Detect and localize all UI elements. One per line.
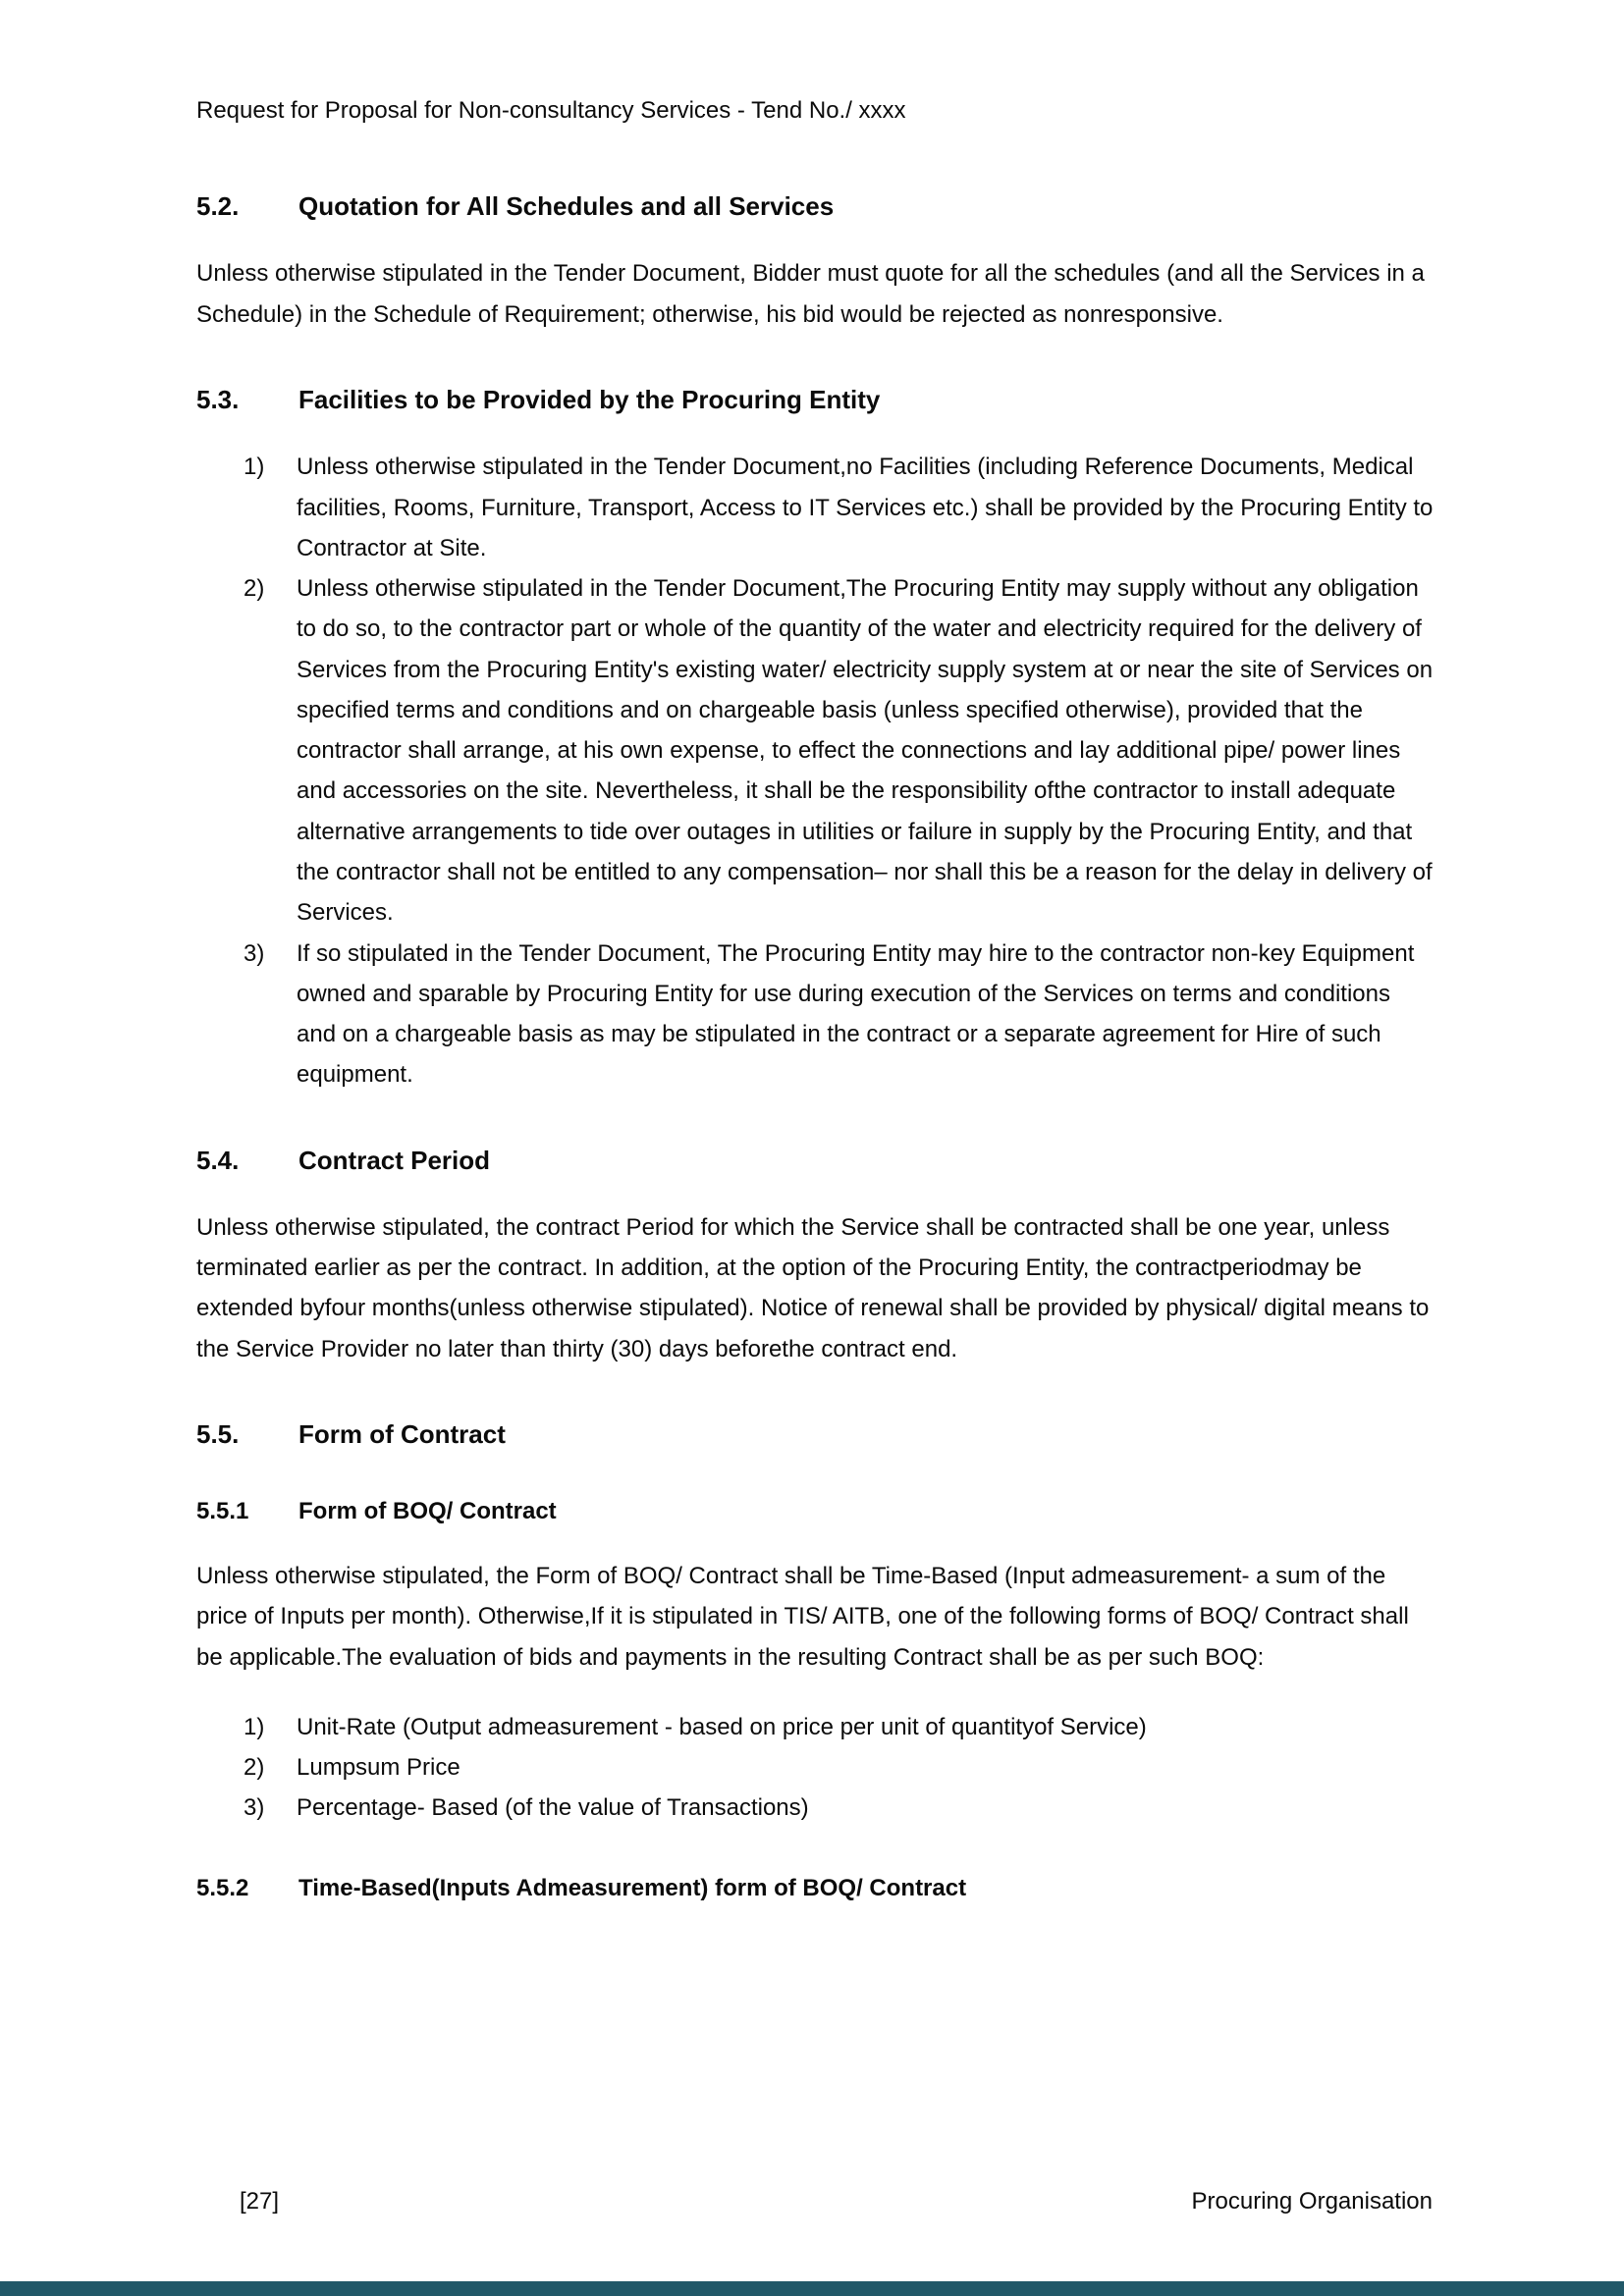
paragraph-5-2: Unless otherwise stipulated in the Tender Document, Bidder must quote for all the schedules (and all the Services in a Schedule) in the Schedule of Requirement; otherwise, his bid would be rejected as nonresponsive. xyxy=(196,260,1425,328)
heading-number: 5.2. xyxy=(196,191,240,221)
list-item-text: Unless otherwise stipulated in the Tender Document,no Facilities (including Reference Documents, Medical facilities, Rooms, Furniture, Transport, Access to IT Services etc.) shall be provided by the Procuring Entity to Contractor at Site. xyxy=(297,454,1434,561)
heading-number: 5.4. xyxy=(196,1145,240,1175)
page-footer xyxy=(196,2188,1433,2216)
list-item-number: 1) xyxy=(244,1713,265,1740)
section-heading-5-2 xyxy=(196,188,1435,224)
section-heading-5-5 xyxy=(196,1416,1435,1452)
heading-title: Form of BOQ/ Contract xyxy=(298,1498,557,1525)
footer-organisation: Procuring Organisation xyxy=(1191,2188,1433,2215)
list-item-number: 3) xyxy=(244,1794,265,1822)
subsection-heading-5-5-1 xyxy=(196,1495,1435,1528)
paragraph-5-5-1: Unless otherwise stipulated, the Form of BOQ/ Contract shall be Time-Based (Input admeasurement- a sum of the price of Inputs per month). Otherwise,If it is stipulated in TIS/ AITB, one of the following forms of BOQ/ Contract shall be applicable.The evaluation of bids and payments in the resulting Contract shall be as per such BOQ: xyxy=(196,1563,1409,1671)
list-item-text: If so stipulated in the Tender Document, The Procuring Entity may hire to the contractor non-key Equipment owned and sparable by Procuring Entity for use during execution of the Services on terms and conditions and on a chargeable basis as may be stipulated in the contract or a separate agreement for Hire of such equipment. xyxy=(297,939,1415,1089)
list-item xyxy=(196,568,1435,933)
heading-number: 5.5. xyxy=(196,1419,240,1450)
heading-title: Facilities to be Provided by the Procuring Entity xyxy=(298,384,881,414)
list-item-number: 3) xyxy=(244,939,265,967)
list-item-number: 1) xyxy=(244,454,265,481)
subsection-heading-5-5-2 xyxy=(196,1872,1435,1905)
numbered-list-5-5-1 xyxy=(196,1707,1435,1829)
list-item xyxy=(196,1747,1435,1788)
list-item-number: 2) xyxy=(244,575,265,603)
numbered-list-5-3 xyxy=(196,447,1435,1095)
header-title: Request for Proposal for Non-consultancy Services - Tend No./ xxxx xyxy=(196,97,906,124)
heading-number: 5.5.2 xyxy=(196,1874,249,1901)
list-item xyxy=(196,1707,1435,1747)
paragraph-5-4: Unless otherwise stipulated, the contract Period for which the Service shall be contracted shall be one year, unless terminated earlier as per the contract. In addition, at the option of the Procuring Entity, the contractperiodmay be extended byfour months(unless otherwise stipulated). Notice of renewal shall be provided by physical/ digital means to the Service Provider no later than thirty (30) days beforethe contract end. xyxy=(196,1213,1430,1362)
list-item-text: Percentage- Based (of the value of Transactions) xyxy=(297,1794,809,1822)
heading-title: Quotation for All Schedules and all Services xyxy=(298,191,835,221)
list-item xyxy=(196,934,1435,1095)
list-item-text: Unless otherwise stipulated in the Tender Document,The Procuring Entity may supply without any obligation to do so, to the contractor part or whole of the quantity of the water and electricity required for the delivery of Services from the Procuring Entity's existing water/ electricity supply system at or near the site of Services on specified terms and conditions and on chargeable basis (unless specified otherwise), provided that the contractor shall arrange, at his own expense, to effect the connections and lay additional pipe/ power lines and accessories on the site. Nevertheless, it shall be the responsibility ofthe contractor to install adequate alternative arrangements to tide over outages in utilities or failure in supply by the Procuring Entity, and that the contractor shall not be entitled to any compensation– nor shall this be a reason for the delay in delivery of Services. xyxy=(297,575,1434,927)
heading-number: 5.5.1 xyxy=(196,1498,249,1525)
page-header xyxy=(196,94,1433,128)
section-heading-5-4 xyxy=(196,1143,1435,1178)
page-number: [27] xyxy=(240,2188,280,2215)
list-item-number: 2) xyxy=(244,1754,265,1782)
heading-number: 5.3. xyxy=(196,384,240,414)
heading-title: Time-Based(Inputs Admeasurement) form of BOQ/ Contract xyxy=(298,1874,967,1901)
list-item xyxy=(196,1788,1435,1828)
footer-accent-bar xyxy=(0,2281,1624,2296)
list-item-text: Lumpsum Price xyxy=(297,1754,460,1782)
heading-title: Form of Contract xyxy=(298,1419,506,1450)
list-item-text: Unit-Rate (Output admeasurement - based on price per unit of quantityof Service) xyxy=(297,1713,1147,1740)
document-content xyxy=(196,188,1435,1932)
list-item xyxy=(196,447,1435,568)
heading-title: Contract Period xyxy=(298,1145,491,1175)
section-heading-5-3 xyxy=(196,382,1435,417)
